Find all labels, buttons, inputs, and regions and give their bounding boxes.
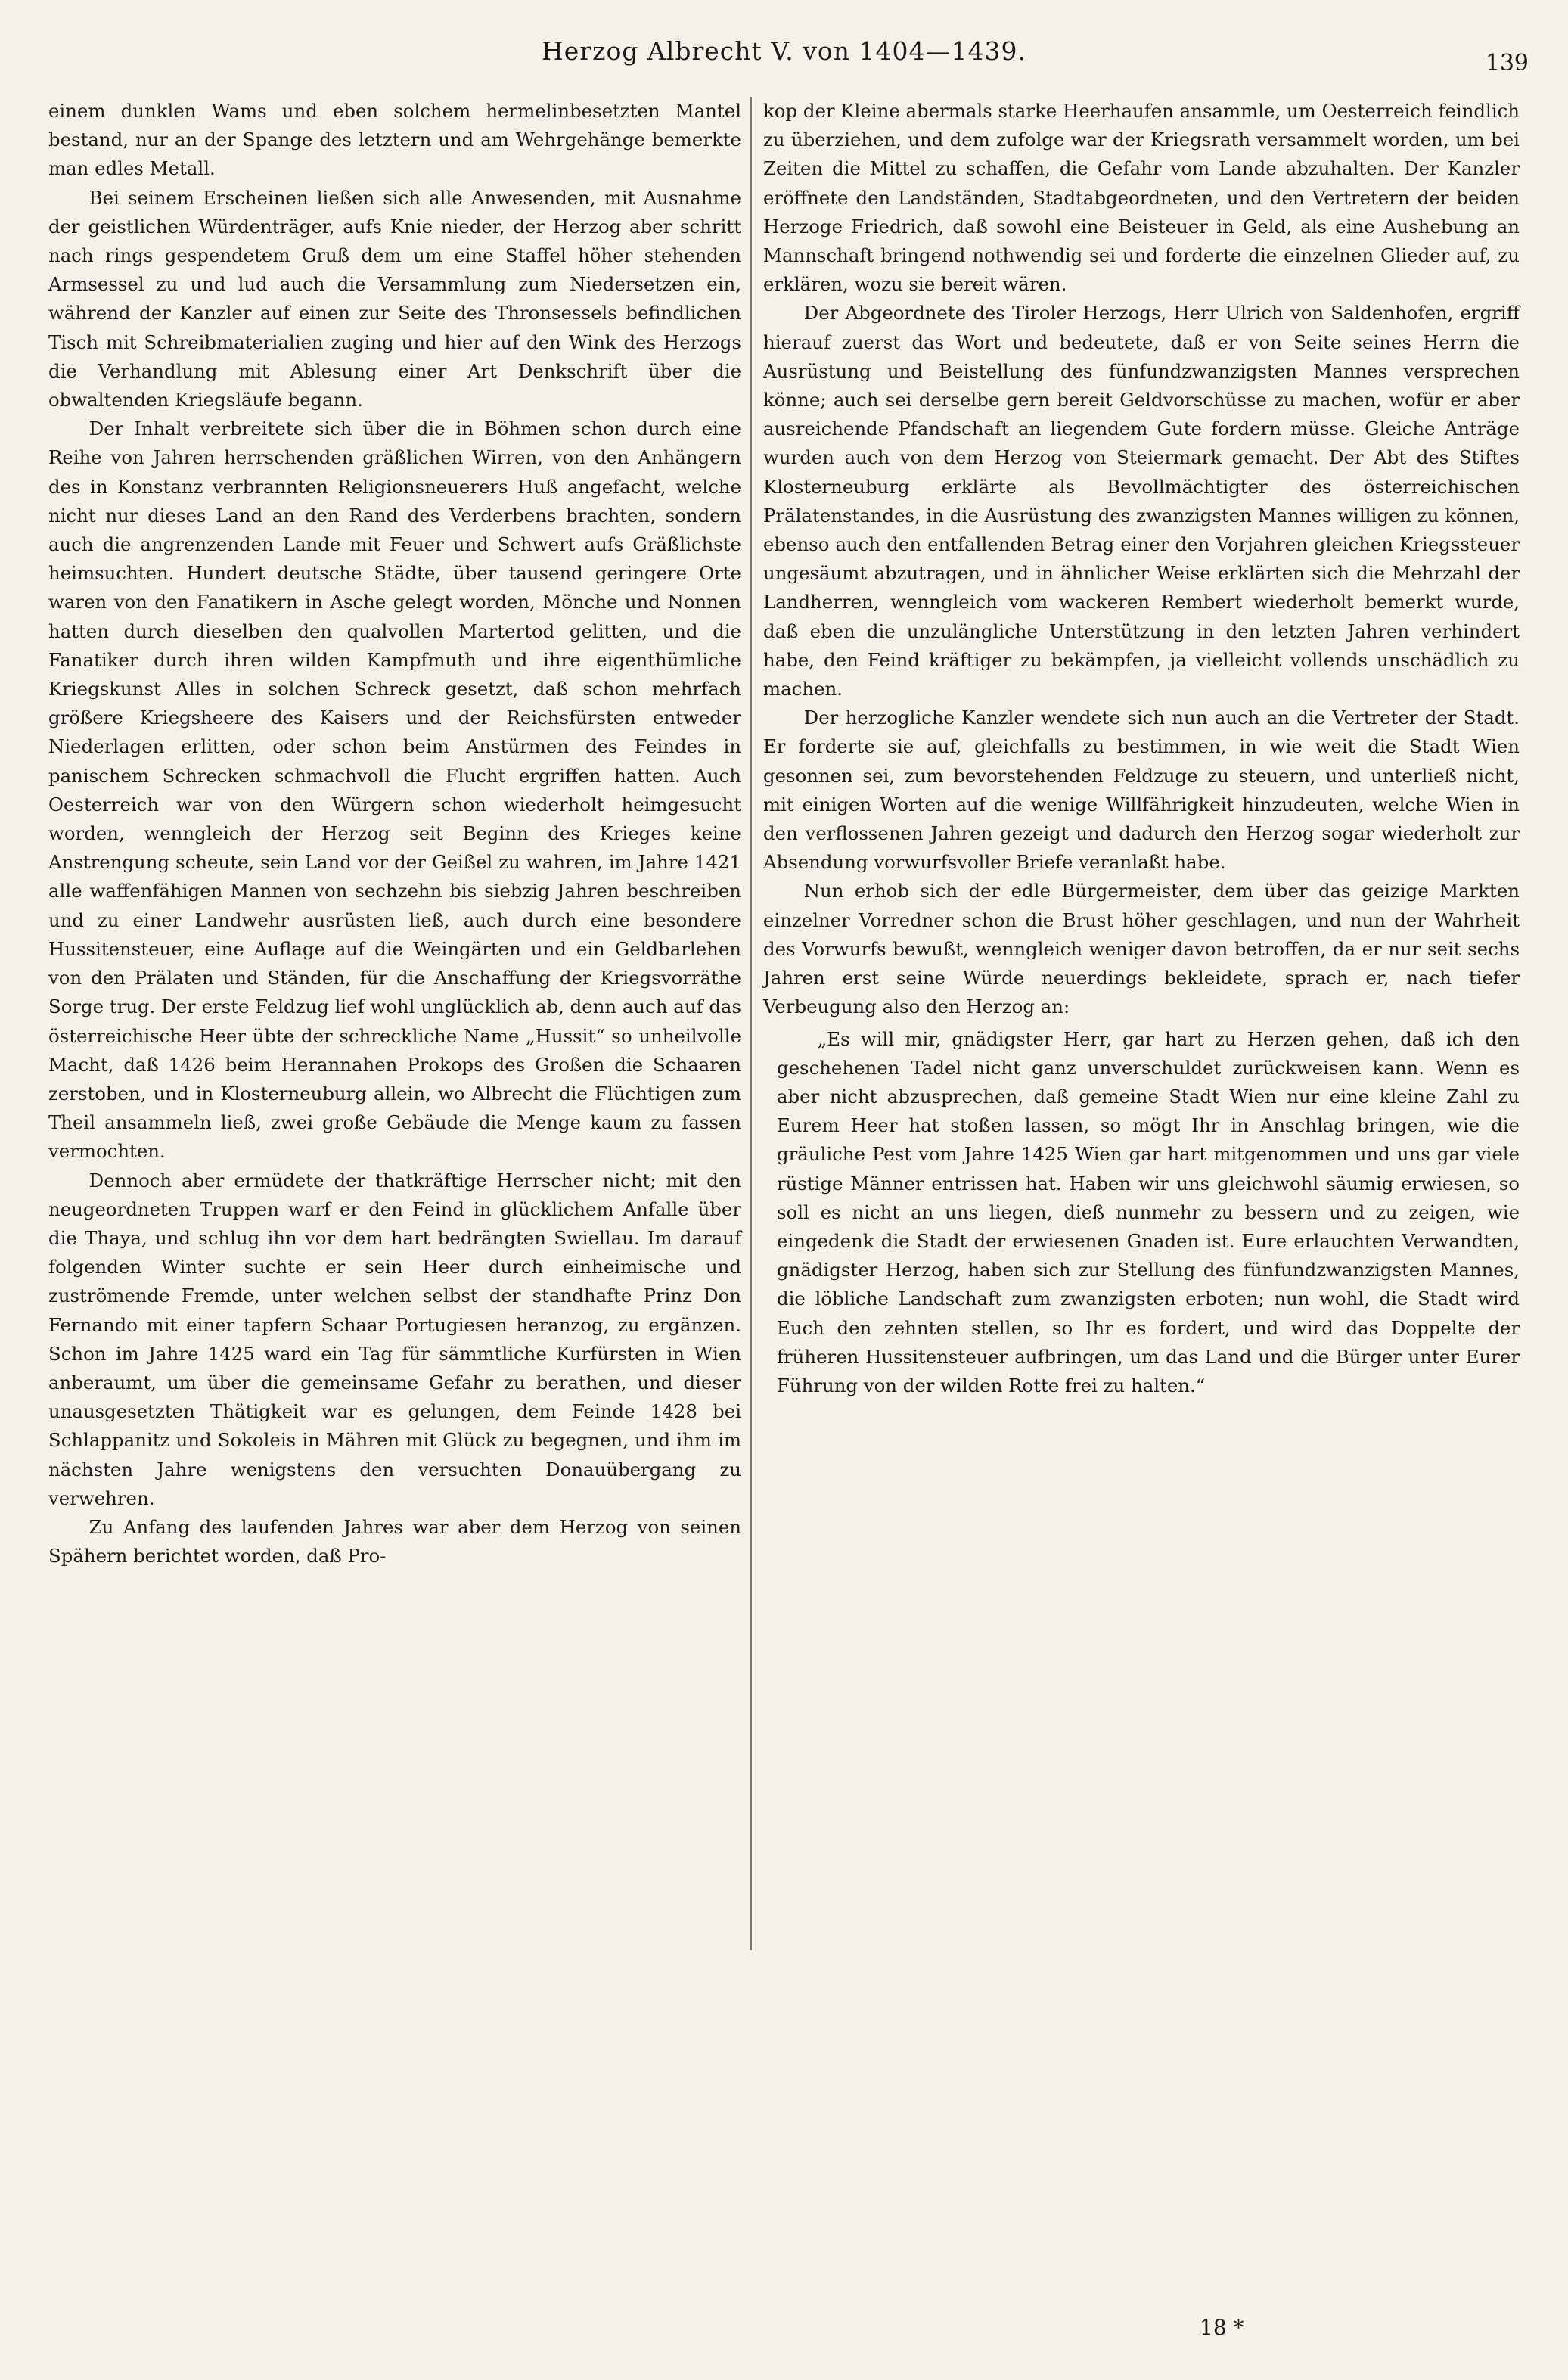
paragraph: Der Inhalt verbreitete sich über die in Böhmen schon durch eine Reihe von Jahren herrschenden gräßlichen Wirren, von den Anhängern des in Konstanz verbrannten Religionsneuerers Huß angefacht, welche nicht nur dieses Land an den Rand des Verderbens brachten, sondern auch die angrenzenden Lande mit Feuer und Schwert aufs Gräßlichste heimsuchten. Hundert deutsche Städte, über tausend geringere Orte waren von den Fanatikern in Asche gelegt worden, Mönche und Nonnen hatten durch dieselben den qualvollen Martertod gelitten, und die Fanatiker durch ihren wilden Kampfmuth und ihre eigenthümliche Kriegskunst Alles in solchen Schreck gesetzt, daß schon mehrfach größere Kriegsheere des Kaisers und der Reichsfürsten entweder Niederlagen erlitten, oder schon beim Anstürmen des Feindes in panischem Schrecken schmachvoll die Flucht ergriffen hatten. Auch Oesterreich war von den Würgern schon wiederholt heimgesucht worden, wenngleich der Herzog seit Beginn des Krieges keine Anstrengung scheute, sein Land vor der Geißel zu wahren, im Jahre 1421 alle waffenfähigen Mannen von sechzehn bis siebzig Jahren beschreiben und zu einer Landwehr ausrüsten ließ, auch durch eine besondere Hussitensteuer, eine Auflage auf die Weingärten und ein Geldbarlehen von den Prälaten und Ständen, für die Anschaffung der Kriegsvorräthe Sorge trug. Der erste Feldzug lief wohl unglücklich ab, denn auch auf das österreichische Heer übte der schreckliche Name „Hussit“ so unheilvolle Macht, daß 1426 beim Herannahen Prokops des Großen die Schaaren zerstoben, und in Klosterneuburg allein, wo Albrecht die Flüchtigen zum Theil ansammeln ließ, zwei große Gebäude die Menge kaum zu fassen vermochten. bbox=[48, 418, 741, 1163]
paragraph: Nun erhob sich der edle Bürgermeister, dem über das geizige Markten einzelner Vorredner schon die Brust höher geschlagen, und nun der Wahrheit des Vorwurfs bewußt, wenngleich weniger davon betroffen, da er nur seit sechs Jahren erst seine Würde neuerdings bekleidete, sprach er, nach tiefer Verbeugung also den Herzog an: bbox=[763, 880, 1520, 1018]
running-title: Herzog Albrecht V. von 1404—1439. bbox=[541, 36, 1026, 66]
paragraph: einem dunklen Wams und eben solchem hermelinbesetzten Mantel bestand, nur an der Spange des letztern und am Wehrgehänge bemerkte man edles Metall. bbox=[48, 100, 741, 180]
paragraph: Der herzogliche Kanzler wendete sich nun auch an die Vertreter der Stadt. Er forderte sie auf, gleichfalls zu bestimmen, in wie weit die Stadt Wien gesonnen sei, zum bevorstehenden Feldzuge zu steuern, und unterließ nicht, mit einigen Worten auf die wenige Willfährigkeit hinzudeuten, welche Wien in den verflossenen Jahren gezeigt und dadurch den Herzog sogar wiederholt zur Absendung vorwurfsvoller Briefe veranlaßt habe. bbox=[763, 707, 1520, 874]
paragraph: Der Abgeordnete des Tiroler Herzogs, Herr Ulrich von Saldenhofen, ergriff hierauf zuerst das Wort und bedeutete, daß er von Seite seines Herrn die Ausrüstung und Beistellung des fünfundzwanzigsten Mannes versprechen könne; auch sei derselbe gern bereit Geldvorschüsse zu machen, wofür er aber ausreichende Pfandschaft an liegendem Gute fordern müsse. Gleiche Anträge wurden auch von dem Herzog von Steiermark gemacht. Der Abt des Stiftes Klosterneuburg erklärte als Bevollmächtigter des österreichischen Prälatenstandes, in die Ausrüstung des zwanzigsten Mannes willigen zu können, ebenso auch den entfallenden Betrag einer den Vorjahren gleichen Kriegssteuer ungesäumt abzutragen, und in ähnlicher Weise erklärten sich die Mehrzahl der Landherren, wenngleich vom wackeren Rembert wiederholt bemerkt wurde, daß eben die unzulängliche Unterstützung in den letzten Jahren verhindert habe, den Feind kräftiger zu bekämpfen, ja vielleicht vollends unschädlich zu machen. bbox=[763, 302, 1520, 701]
paragraph: Dennoch aber ermüdete der thatkräftige Herrscher nicht; mit den neugeordneten Truppen warf er den Feind in glücklichem Anfalle über die Thaya, und schlug ihn vor dem hart bedrängten Swiellau. Im darauf folgenden Winter suchte er sein Heer durch einheimische und zuströmende Fremde, unter welchen selbst der standhafte Prinz Don Fernando mit einer tapfern Schaar Portugiesen heranzog, zu ergänzen. Schon im Jahre 1425 ward ein Tag für sämmtliche Kurfürsten in Wien anberaumt, um über die gemeinsame Gefahr zu berathen, und dieser unausgesetzten Thätigkeit war es gelungen, dem Feinde 1428 bei Schlappanitz und Sokoleis in Mähren mit Glück zu begegnen, und ihm im nächsten Jahre wenigstens den versuchten Donauübergang zu verwehren. bbox=[48, 1169, 741, 1509]
paragraph: Bei seinem Erscheinen ließen sich alle Anwesenden, mit Ausnahme der geistlichen Würdenträger, aufs Knie nieder, der Herzog aber schritt nach rings gespendetem Gruß dem um eine Staffel höher stehenden Armsessel zu und lud auch die Versammlung zum Niedersetzen ein, während der Kanzler auf einen zur Seite des Thronsessels befindlichen Tisch mit Schreibmaterialien zuging und hier auf den Wink des Herzogs die Verhandlung mit Ablesung einer Art Denkschrift über die obwaltenden Kriegsläufe begann. bbox=[48, 186, 741, 412]
text-columns bbox=[48, 97, 1523, 2306]
quoted-speech: „Es will mir, gnädigster Herr, gar hart zu Herzen gehen, daß ich den geschehenen Tadel nicht ganz unverschuldet zurückweisen kann. Wenn es aber nicht abzusprechen, daß gemeine Stadt Wien nur eine kleine Zahl zu Eurem Heer hat stoßen lassen, so mögt Ihr in Anschlag bringen, wie die gräuliche Pest vom Jahre 1425 Wien gar hart mitgenommen und uns gar viele rüstige Männer entrissen hat. Haben wir uns gleichwohl säumig erwiesen, so soll es nicht an uns liegen, dieß nunmehr zu bessern und zu zeigen, wie eingedenk die Stadt der erwiesenen Gnaden ist. Eure erlauchten Verwandten, gnädigster Herzog, haben sich zur Stellung des fünfundzwanzigsten Mannes, die löbliche Landschaft zum zwanzigsten erboten; nun wohl, die Stadt wird Euch den zehnten stellen, so Ihr es fordert, und wird das Doppelte der früheren Hussitensteuer aufbringen, um das Land und die Bürger unter Eurer Führung von der wilden Rotte frei zu halten.“ bbox=[777, 1027, 1520, 1397]
column-divider bbox=[750, 97, 752, 1950]
paragraph: Zu Anfang des laufenden Jahres war aber dem Herzog von seinen Spähern berichtet worden, daß Pro- bbox=[48, 1515, 741, 1568]
signature-mark: 18 * bbox=[1200, 2315, 1244, 2340]
page-number: 139 bbox=[1485, 50, 1529, 76]
left-column bbox=[48, 97, 741, 2306]
paragraph: kop der Kleine abermals starke Heerhaufen ansammle, um Oesterreich feindlich zu überziehen, und dem zufolge war der Kriegsrath versammelt worden, um bei Zeiten die Mittel zu schaffen, die Gefahr vom Lande abzuhalten. Der Kanzler eröffnete den Landständen, Stadtabgeordneten, und den Vertretern der beiden Herzoge Friedrich, daß sowohl eine Beisteuer in Geld, als eine Aushebung an Mannschaft bringend nothwendig sei und forderte die einzelnen Glieder auf, zu erklären, wozu sie bereit wären. bbox=[763, 100, 1520, 296]
right-column bbox=[763, 97, 1520, 2306]
